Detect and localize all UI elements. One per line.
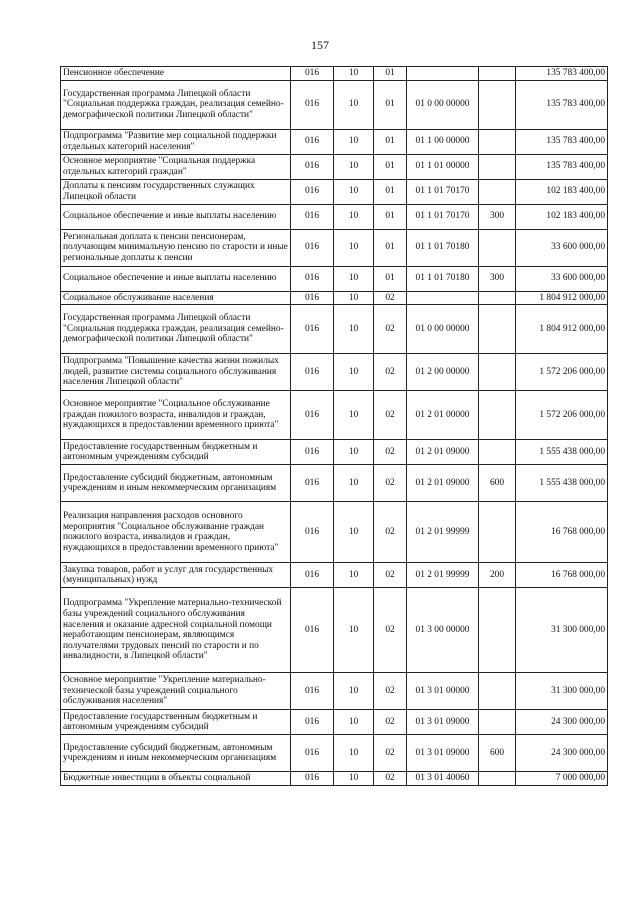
- section-code-cell: 10: [334, 772, 374, 786]
- row-name-cell: Основное мероприятие "Социальное обслуживание граждан пожилого возраста, инвалидов и граждан, нуждающихся в предоставлении временного приюта": [61, 391, 291, 440]
- table-row: [61, 673, 608, 710]
- row-name-cell: Государственная программа Липецкой области "Социальная поддержка граждан, реализация семейно-демографической политики Липецкой области": [61, 305, 291, 354]
- row-name-cell: Социальное обслуживание населения: [61, 291, 291, 305]
- section-code-cell: 10: [334, 563, 374, 588]
- expense-type-cell: 600: [479, 465, 516, 502]
- row-name-cell: Подпрограмма "Повышение качества жизни пожилых людей, развитие системы социального обслуживания населения Липецкой области": [61, 354, 291, 391]
- row-name-cell: Предоставление государственным бюджетным и автономным учреждениям субсидий: [61, 710, 291, 735]
- subsection-code-cell: 02: [374, 563, 407, 588]
- table-row: [61, 502, 608, 563]
- expense-type-cell: [479, 291, 516, 305]
- ministry-code-cell: 016: [291, 440, 334, 465]
- section-code-cell: 10: [334, 229, 374, 266]
- expense-type-cell: 300: [479, 266, 516, 291]
- row-name-cell: Доплаты к пенсиям государственных служащих Липецкой области: [61, 179, 291, 204]
- program-code-cell: 01 2 01 99999: [407, 563, 479, 588]
- table-row: [61, 305, 608, 354]
- subsection-code-cell: 02: [374, 305, 407, 354]
- table-row: [61, 710, 608, 735]
- expense-type-cell: [479, 354, 516, 391]
- table-row: [61, 80, 608, 129]
- amount-cell: 1 555 438 000,00: [516, 465, 608, 502]
- table-row: [61, 291, 608, 305]
- subsection-code-cell: 01: [374, 154, 407, 179]
- subsection-code-cell: 02: [374, 502, 407, 563]
- row-name-cell: Реализация направления расходов основного мероприятия "Социальное обслуживание граждан пожилого возраста, инвалидов и граждан, нуждающихся в предоставлении временного приюта": [61, 502, 291, 563]
- section-code-cell: 10: [334, 291, 374, 305]
- section-code-cell: 10: [334, 735, 374, 772]
- program-code-cell: 01 0 00 00000: [407, 80, 479, 129]
- program-code-cell: 01 2 01 00000: [407, 391, 479, 440]
- program-code-cell: 01 1 01 70180: [407, 266, 479, 291]
- table-row: [61, 465, 608, 502]
- section-code-cell: 10: [334, 391, 374, 440]
- expense-type-cell: [479, 129, 516, 154]
- ministry-code-cell: 016: [291, 772, 334, 786]
- expense-type-cell: [479, 502, 516, 563]
- amount-cell: 135 783 400,00: [516, 154, 608, 179]
- amount-cell: 1 572 206 000,00: [516, 391, 608, 440]
- amount-cell: 24 300 000,00: [516, 735, 608, 772]
- page-number: 157: [311, 38, 329, 52]
- amount-cell: 16 768 000,00: [516, 502, 608, 563]
- subsection-code-cell: 01: [374, 80, 407, 129]
- budget-table: [60, 66, 608, 786]
- subsection-code-cell: 02: [374, 735, 407, 772]
- section-code-cell: 10: [334, 354, 374, 391]
- amount-cell: 7 000 000,00: [516, 772, 608, 786]
- subsection-code-cell: 02: [374, 291, 407, 305]
- row-name-cell: Социальное обеспечение и иные выплаты населению: [61, 266, 291, 291]
- ministry-code-cell: 016: [291, 129, 334, 154]
- row-name-cell: Пенсионное обеспечение: [61, 67, 291, 81]
- expense-type-cell: [479, 154, 516, 179]
- program-code-cell: [407, 67, 479, 81]
- program-code-cell: 01 2 00 00000: [407, 354, 479, 391]
- ministry-code-cell: 016: [291, 204, 334, 229]
- section-code-cell: 10: [334, 465, 374, 502]
- table-row: [61, 391, 608, 440]
- subsection-code-cell: 01: [374, 179, 407, 204]
- amount-cell: 135 783 400,00: [516, 129, 608, 154]
- program-code-cell: 01 3 01 09000: [407, 735, 479, 772]
- program-code-cell: 01 0 00 00000: [407, 305, 479, 354]
- program-code-cell: 01 3 01 40060: [407, 772, 479, 786]
- amount-cell: 31 300 000,00: [516, 673, 608, 710]
- expense-type-cell: [479, 80, 516, 129]
- ministry-code-cell: 016: [291, 305, 334, 354]
- ministry-code-cell: 016: [291, 673, 334, 710]
- section-code-cell: 10: [334, 588, 374, 673]
- subsection-code-cell: 01: [374, 229, 407, 266]
- subsection-code-cell: 02: [374, 391, 407, 440]
- program-code-cell: [407, 291, 479, 305]
- expense-type-cell: [479, 710, 516, 735]
- table-row: [61, 772, 608, 786]
- table-row: [61, 67, 608, 81]
- budget-table-body: [61, 67, 608, 786]
- row-name-cell: Региональная доплата к пенсии пенсионерам, получающим минимальную пенсию по старости и иные региональные доплаты к пенсии: [61, 229, 291, 266]
- expense-type-cell: [479, 391, 516, 440]
- row-name-cell: Подпрограмма "Развитие мер социальной поддержки отдельных категорий населения": [61, 129, 291, 154]
- program-code-cell: 01 1 01 70170: [407, 204, 479, 229]
- subsection-code-cell: 02: [374, 588, 407, 673]
- amount-cell: 16 768 000,00: [516, 563, 608, 588]
- row-name-cell: Предоставление государственным бюджетным и автономным учреждениям субсидий: [61, 440, 291, 465]
- expense-type-cell: [479, 772, 516, 786]
- amount-cell: 33 600 000,00: [516, 266, 608, 291]
- subsection-code-cell: 02: [374, 710, 407, 735]
- ministry-code-cell: 016: [291, 266, 334, 291]
- subsection-code-cell: 02: [374, 440, 407, 465]
- expense-type-cell: [479, 440, 516, 465]
- section-code-cell: 10: [334, 305, 374, 354]
- ministry-code-cell: 016: [291, 80, 334, 129]
- row-name-cell: Основное мероприятие "Социальная поддержка отдельных категорий граждан": [61, 154, 291, 179]
- section-code-cell: 10: [334, 710, 374, 735]
- row-name-cell: Основное мероприятие "Укрепление материально-технической базы учреждений социального обслуживания населения": [61, 673, 291, 710]
- row-name-cell: Закупка товаров, работ и услуг для государственных (муниципальных) нужд: [61, 563, 291, 588]
- section-code-cell: 10: [334, 67, 374, 81]
- amount-cell: 24 300 000,00: [516, 710, 608, 735]
- program-code-cell: 01 2 01 09000: [407, 465, 479, 502]
- ministry-code-cell: 016: [291, 229, 334, 266]
- section-code-cell: 10: [334, 129, 374, 154]
- section-code-cell: 10: [334, 266, 374, 291]
- amount-cell: 33 600 000,00: [516, 229, 608, 266]
- table-row: [61, 266, 608, 291]
- subsection-code-cell: 02: [374, 354, 407, 391]
- subsection-code-cell: 01: [374, 67, 407, 81]
- table-row: [61, 129, 608, 154]
- expense-type-cell: 200: [479, 563, 516, 588]
- table-row: [61, 563, 608, 588]
- amount-cell: 1 572 206 000,00: [516, 354, 608, 391]
- table-row: [61, 735, 608, 772]
- amount-cell: 102 183 400,00: [516, 204, 608, 229]
- section-code-cell: 10: [334, 204, 374, 229]
- table-row: [61, 588, 608, 673]
- ministry-code-cell: 016: [291, 154, 334, 179]
- section-code-cell: 10: [334, 154, 374, 179]
- row-name-cell: Социальное обеспечение и иные выплаты населению: [61, 204, 291, 229]
- ministry-code-cell: 016: [291, 354, 334, 391]
- ministry-code-cell: 016: [291, 588, 334, 673]
- program-code-cell: 01 3 01 00000: [407, 673, 479, 710]
- ministry-code-cell: 016: [291, 291, 334, 305]
- program-code-cell: 01 2 01 99999: [407, 502, 479, 563]
- expense-type-cell: 300: [479, 204, 516, 229]
- amount-cell: 1 555 438 000,00: [516, 440, 608, 465]
- section-code-cell: 10: [334, 673, 374, 710]
- expense-type-cell: [479, 67, 516, 81]
- expense-type-cell: 600: [479, 735, 516, 772]
- program-code-cell: 01 3 01 09000: [407, 710, 479, 735]
- expense-type-cell: [479, 229, 516, 266]
- row-name-cell: Подпрограмма "Укрепление материально-технической базы учреждений социального обслуживания населения и оказание адресной социальной помощи неработающим пенсионерам, являющимся получателями трудовых пенсий по старости и по инвалидности, в Липецкой области": [61, 588, 291, 673]
- subsection-code-cell: 02: [374, 465, 407, 502]
- program-code-cell: 01 3 00 00000: [407, 588, 479, 673]
- program-code-cell: 01 2 01 09000: [407, 440, 479, 465]
- subsection-code-cell: 01: [374, 129, 407, 154]
- table-row: [61, 204, 608, 229]
- table-row: [61, 229, 608, 266]
- section-code-cell: 10: [334, 80, 374, 129]
- ministry-code-cell: 016: [291, 502, 334, 563]
- program-code-cell: 01 1 00 00000: [407, 129, 479, 154]
- row-name-cell: Предоставление субсидий бюджетным, автономным учреждениям и иным некоммерческим организациям: [61, 465, 291, 502]
- ministry-code-cell: 016: [291, 67, 334, 81]
- subsection-code-cell: 02: [374, 673, 407, 710]
- amount-cell: 31 300 000,00: [516, 588, 608, 673]
- row-name-cell: Государственная программа Липецкой области "Социальная поддержка граждан, реализация семейно-демографической политики Липецкой области": [61, 80, 291, 129]
- ministry-code-cell: 016: [291, 710, 334, 735]
- ministry-code-cell: 016: [291, 465, 334, 502]
- amount-cell: 1 804 912 000,00: [516, 305, 608, 354]
- section-code-cell: 10: [334, 179, 374, 204]
- table-row: [61, 154, 608, 179]
- amount-cell: 102 183 400,00: [516, 179, 608, 204]
- amount-cell: 135 783 400,00: [516, 80, 608, 129]
- table-row: [61, 179, 608, 204]
- expense-type-cell: [479, 179, 516, 204]
- expense-type-cell: [479, 305, 516, 354]
- program-code-cell: 01 1 01 70180: [407, 229, 479, 266]
- subsection-code-cell: 01: [374, 266, 407, 291]
- ministry-code-cell: 016: [291, 391, 334, 440]
- amount-cell: 135 783 400,00: [516, 67, 608, 81]
- expense-type-cell: [479, 673, 516, 710]
- subsection-code-cell: 01: [374, 204, 407, 229]
- program-code-cell: 01 1 01 70170: [407, 179, 479, 204]
- table-row: [61, 354, 608, 391]
- expense-type-cell: [479, 588, 516, 673]
- section-code-cell: 10: [334, 440, 374, 465]
- section-code-cell: 10: [334, 502, 374, 563]
- program-code-cell: 01 1 01 00000: [407, 154, 479, 179]
- row-name-cell: Предоставление субсидий бюджетным, автономным учреждениям и иным некоммерческим организациям: [61, 735, 291, 772]
- ministry-code-cell: 016: [291, 735, 334, 772]
- ministry-code-cell: 016: [291, 563, 334, 588]
- ministry-code-cell: 016: [291, 179, 334, 204]
- row-name-cell: Бюджетные инвестиции в объекты социальной: [61, 772, 291, 786]
- amount-cell: 1 804 912 000,00: [516, 291, 608, 305]
- table-row: [61, 440, 608, 465]
- subsection-code-cell: 02: [374, 772, 407, 786]
